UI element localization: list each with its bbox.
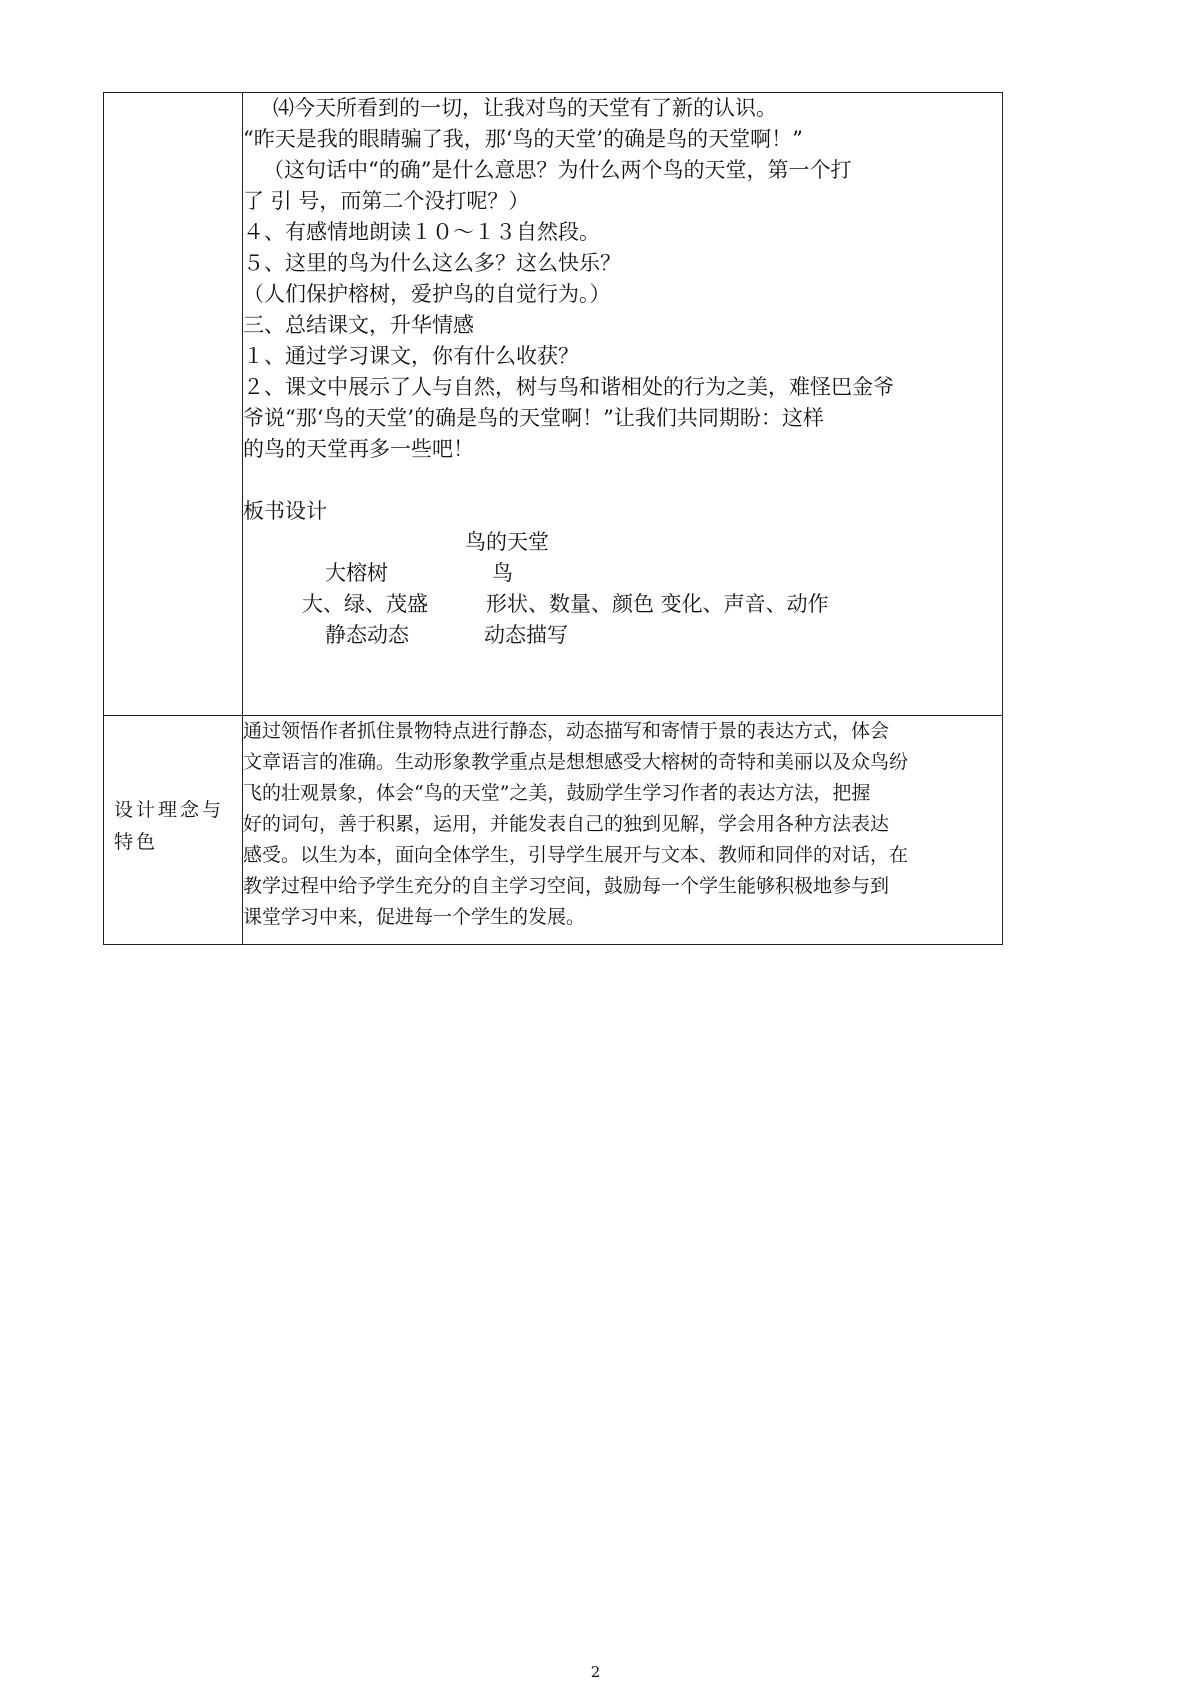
process-line: “昨天是我的眼睛骗了我，那‘鸟的天堂’的确是鸟的天堂啊！”	[243, 127, 803, 151]
page-number: 2	[590, 1663, 601, 1681]
teaching-process-cell	[243, 93, 1003, 716]
process-line: ２、课文中展示了人与自然，树与鸟和谐相处的行为之美，难怪巴金爷	[243, 375, 894, 399]
process-line: 爷说“那‘鸟的天堂’的确是鸟的天堂啊！”让我们共同期盼：这样	[243, 406, 824, 430]
board-row-methods	[243, 620, 1002, 651]
process-line: １、通过学习课文，你有什么收获？	[243, 344, 579, 368]
design-line: 好的词句，善于积累，运用，并能发表自己的独到见解，学会用各种方法表达	[243, 813, 890, 835]
board-bird-method: 动态描写	[484, 623, 568, 647]
empty-label-cell	[104, 93, 243, 716]
board-bird-label: 鸟	[492, 561, 513, 585]
board-tree-features: 大、绿、茂盛	[302, 592, 428, 616]
blank-line	[243, 465, 1002, 496]
design-line: 通过领悟作者抓住景物特点进行静态，动态描写和寄情于景的表达方式，体会	[243, 720, 890, 742]
board-tree-method: 静态动态	[325, 623, 409, 647]
design-line: 教学过程中给予学生充分的自主学习空间，鼓励每一个学生能够积极地参与到	[243, 875, 890, 897]
design-line: 感受。以生为本，面向全体学生，引导学生展开与文本、教师和同伴的对话，在	[243, 844, 909, 866]
board-tree-label: 大榕树	[325, 561, 388, 585]
process-line: ⑷今天所看到的一切，让我对鸟的天堂有了新的认识。	[273, 96, 777, 120]
process-line: ４、有感情地朗读１０～１３自然段。	[243, 220, 600, 244]
process-line: ５、这里的鸟为什么这么多？这么快乐？	[243, 251, 621, 275]
design-concept-label-cell	[104, 716, 243, 945]
lesson-plan-table	[103, 92, 1003, 945]
design-line: 飞的壮观景象，体会“鸟的天堂”之美，鼓励学生学习作者的表达方法，把握	[243, 782, 871, 804]
board-title: 鸟的天堂	[465, 530, 549, 554]
board-bird-features: 形状、数量、颜色 变化、声音、动作	[486, 592, 829, 616]
process-line: 了 引 号，而第二个没打呢？）	[243, 189, 530, 213]
design-concept-row	[104, 716, 1003, 945]
process-line: 三、总结课文，升华情感	[243, 313, 474, 337]
design-line: 文章语言的准确。生动形象教学重点是想想感受大榕树的奇特和美丽以及众鸟纷	[243, 751, 909, 773]
process-line: 的鸟的天堂再多一些吧！	[243, 437, 474, 461]
board-row-features	[243, 589, 1002, 620]
design-line: 课堂学习中来，促进每一个学生的发展。	[243, 906, 586, 928]
process-line: （这句话中“的确”是什么意思？为什么两个鸟的天堂，第一个打	[263, 158, 852, 182]
design-concept-label: 设计理念与 特色	[114, 799, 225, 853]
teaching-process-row	[104, 93, 1003, 716]
board-design-heading: 板书设计	[243, 499, 327, 523]
design-concept-text-cell	[243, 716, 1003, 945]
board-row-subjects	[243, 558, 1002, 589]
process-line: （人们保护榕树，爱护鸟的自觉行为。）	[243, 282, 611, 306]
